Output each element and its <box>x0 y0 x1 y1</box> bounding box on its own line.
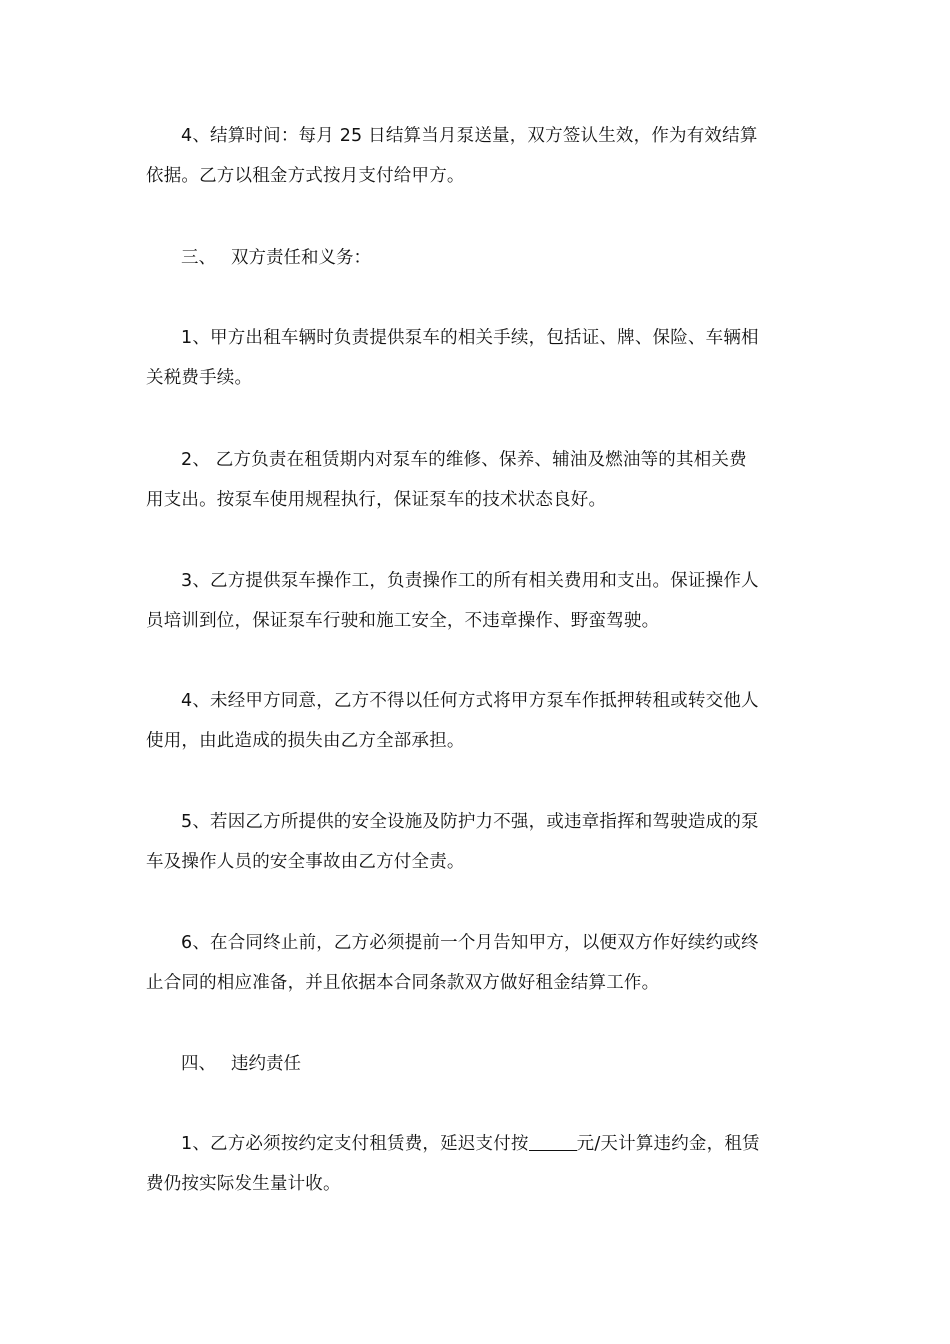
clause-line: 使用，由此造成的损失由乙方全部承担。 <box>146 731 465 751</box>
section-number: 三、 <box>181 248 216 268</box>
clause-line: 4、结算时间：每月 25 日结算当月泵送量，双方签认生效，作为有效结算 <box>181 126 758 146</box>
clause-settlement-time <box>146 116 806 196</box>
breach-clause-1 <box>146 1124 806 1204</box>
clause-line: 费仍按实际发生量计收。 <box>146 1174 341 1194</box>
clause-line: 依据。乙方以租金方式按月支付给甲方。 <box>146 166 465 186</box>
clause-line: 3、乙方提供泵车操作工，负责操作工的所有相关费用和支出。保证操作人 <box>181 571 759 591</box>
clause-text: 1、乙方必须按约定支付租赁费，延迟支付按 <box>181 1134 529 1154</box>
clause-line: 止合同的相应准备，并且依据本合同条款双方做好租金结算工作。 <box>146 973 660 993</box>
clause-line: 关税费手续。 <box>146 368 253 388</box>
clause-line: 用支出。按泵车使用规程执行，保证泵车的技术状态良好。 <box>146 490 607 510</box>
duty-clause-5 <box>146 802 806 882</box>
clause-line: 4、未经甲方同意，乙方不得以任何方式将甲方泵车作抵押转租或转交他人 <box>181 691 759 711</box>
section-heading-3 <box>181 238 371 278</box>
section-heading-4 <box>181 1044 301 1084</box>
clause-line: 1、甲方出租车辆时负责提供泵车的相关手续，包括证、牌、保险、车辆相 <box>181 328 759 348</box>
duty-clause-1 <box>146 318 806 398</box>
duty-clause-4 <box>146 681 806 761</box>
clause-line: 2、 乙方负责在租赁期内对泵车的维修、保养、辅油及燃油等的其相关费 <box>181 450 747 470</box>
clause-line: 5、若因乙方所提供的安全设施及防护力不强，或违章指挥和驾驶造成的泵 <box>181 812 759 832</box>
section-title: 违约责任 <box>231 1054 301 1074</box>
section-title: 双方责任和义务： <box>231 248 371 268</box>
fill-in-blank <box>529 1132 577 1151</box>
clause-line: 6、在合同终止前，乙方必须提前一个月告知甲方，以便双方作好续约或终 <box>181 933 759 953</box>
section-number: 四、 <box>181 1054 216 1074</box>
duty-clause-6 <box>146 923 806 1003</box>
clause-line: 员培训到位，保证泵车行驶和施工安全，不违章操作、野蛮驾驶。 <box>146 611 660 631</box>
duty-clause-2 <box>146 440 806 520</box>
clause-text: 元/天计算违约金，租赁 <box>576 1134 760 1154</box>
duty-clause-3 <box>146 561 806 641</box>
clause-line: 车及操作人员的安全事故由乙方付全责。 <box>146 852 465 872</box>
